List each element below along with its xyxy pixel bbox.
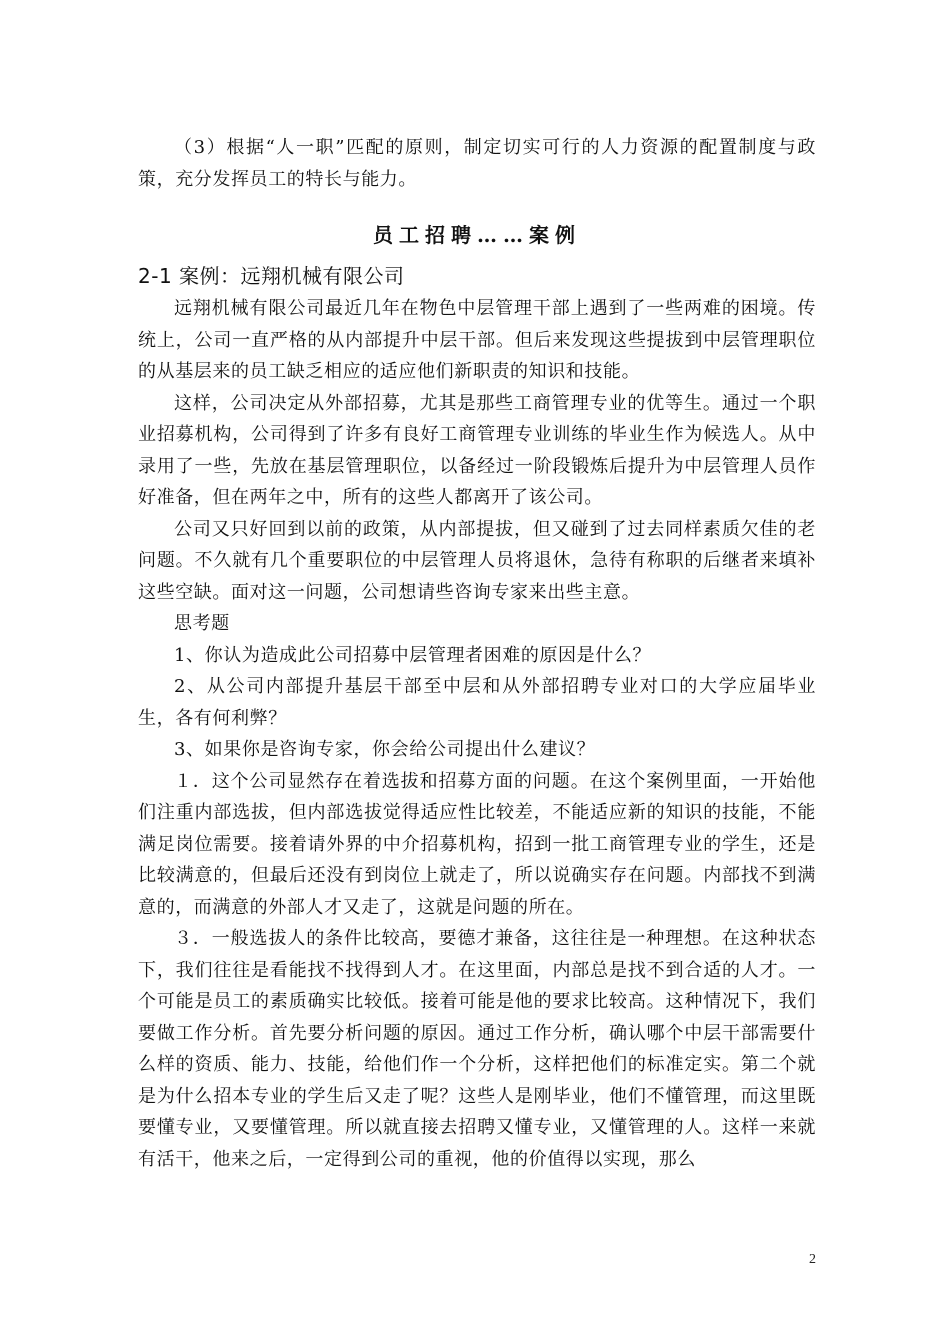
case-paragraph-3: 公司又只好回到以前的政策，从内部提拔，但又碰到了过去同样素质欠佳的老问题。不久就有几个重要职位的中层管理人员将退休，急待有称职的后继者来填补这些空缺。面对这一问题，公司想请些咨询专家来出些主意。 <box>138 518 816 603</box>
question-2: 2、从公司内部提升基层干部至中层和从外部招聘专业对口的大学应届毕业生，各有何利弊？ <box>138 676 816 729</box>
section-title: 员工招聘……案例 <box>373 223 581 247</box>
questions-heading: 思考题 <box>174 613 230 634</box>
answer-3: ３．一般选拔人的条件比较高，要德才兼备，这往往是一种理想。在这种状态下，我们往往是看能找不找得到人才。在这里面，内部总是找不到合适的人才。一个可能是员工的素质确实比较低。接着可能是他的要求比较高。这种情况下，我们要做工作分析。首先要分析问题的原因。通过工作分析，确认哪个中层干部需要什么样的资质、能力、技能，给他们作一个分析，这样把他们的标准定实。第二个就是为什么招本专业的学生后又走了呢？这些人是刚毕业，他们不懂管理，而这里既要懂专业，又要懂管理。所以就直接去招聘又懂专业，又懂管理的人。这样一来就有活干，他来之后，一定得到公司的重视，他的价值得以实现，那么 <box>138 928 816 1170</box>
document-page <box>138 132 816 1175</box>
case-heading: 2-1 案例：远翔机械有限公司 <box>138 264 405 288</box>
question-1: 1、你认为造成此公司招募中层管理者困难的原因是什么？ <box>174 644 652 666</box>
case-paragraph-2: 这样，公司决定从外部招募，尤其是那些工商管理专业的优等生。通过一个职业招募机构，公司得到了许多有良好工商管理专业训练的毕业生作为候选人。从中录用了一些，先放在基层管理职位，以备经过一阶段锻炼后提升为中层管理人员作好准备，但在两年之中，所有的这些人都离开了该公司。 <box>138 392 816 508</box>
paragraph-principle: （3）根据“人一职”匹配的原则，制定切实可行的人力资源的配置制度与政策，充分发挥员工的特长与能力。 <box>138 137 816 190</box>
answer-1: １．这个公司显然存在着选拔和招募方面的问题。在这个案例里面，一开始他们注重内部选拔，但内部选拔觉得适应性比较差，不能适应新的知识的技能，不能满足岗位需要。接着请外界的中介招募机构，招到一批工商管理专业的学生，还是比较满意的，但最后还没有到岗位上就走了，所以说确实存在问题。内部找不到满意的，而满意的外部人才又走了，这就是问题的所在。 <box>138 770 816 918</box>
question-3: 3、如果你是咨询专家，你会给公司提出什么建议？ <box>174 739 596 760</box>
page-number: 2 <box>809 1252 816 1267</box>
case-paragraph-1: 远翔机械有限公司最近几年在物色中层管理干部上遇到了一些两难的困境。传统上，公司一直严格的从内部提升中层干部。但后来发现这些提拔到中层管理职位的从基层来的员工缺乏相应的适应他们新职责的知识和技能。 <box>138 298 816 382</box>
